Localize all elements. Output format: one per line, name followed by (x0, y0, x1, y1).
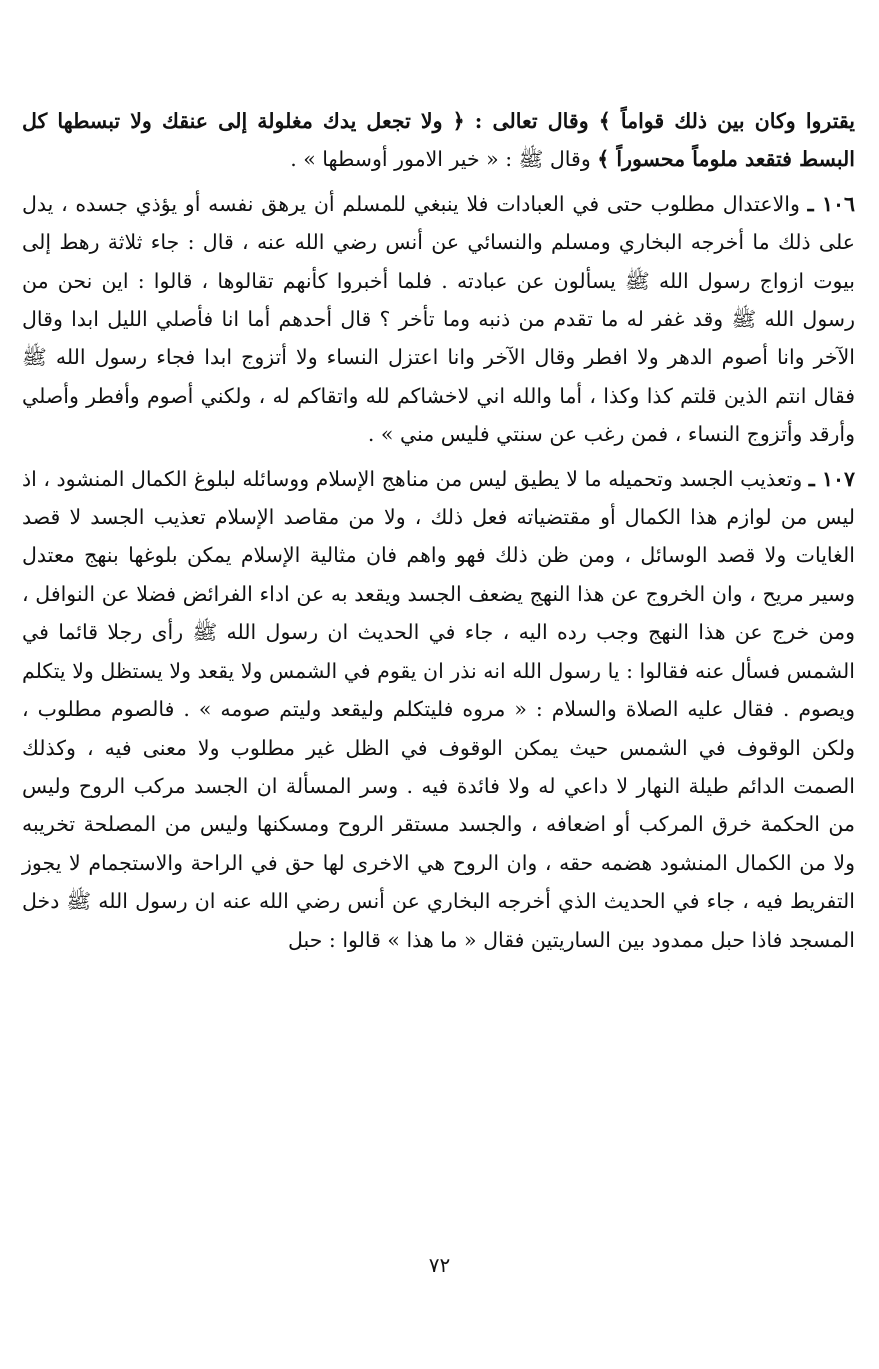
paragraph-106 (22, 185, 855, 454)
paragraph-number: ١٠٦ ـ (807, 191, 855, 216)
paragraph-text: والاعتدال مطلوب حتى في العبادات فلا ينبغي للمسلم أن يرهق نفسه أو يؤذي جسده ، يدل على ذلك ما أخرجه البخاري ومسلم والنسائي عن أنس رضي الله عنه ، قال : جاء ثلاثة رهط إلى بيوت ازواج رسول الله ﷺ يسألون عن عبادته . فلما أخبروا كأنهم تقالوها ، قالوا : اين نحن من رسول الله ﷺ وقد غفر له ما تقدم من ذنبه وما تأخر ؟ قال أحدهم أما انا فأصلي الليل ابدا وقال الآخر وانا أصوم الدهر ولا افطر وقال الآخر وانا اعتزل النساء ولا أتزوج ابدا فجاء رسول الله ﷺ فقال انتم الذين قلتم كذا وكذا ، أما والله اني لاخشاكم لله واتقاكم له ، ولكني أصوم وأفطر وأصلي وأرقد وأتزوج النساء ، فمن رغب عن سنتي فليس مني » . (22, 191, 855, 447)
paragraph-text: وتعذيب الجسد وتحميله ما لا يطيق ليس من مناهج الإسلام ووسائله لبلوغ الكمال المنشود ، اذ ليس من لوازم هذا الكمال أو مقتضياته فعل ذلك ، ولا من مقاصد الإسلام تعذيب الجسد لا قصد الغايات ولا قصد الوسائل ، ومن ظن ذلك فهو واهم فان مثالية الإسلام يمكن بلوغها بنهج معتدل وسير مريح ، وان الخروج عن هذا النهج يضعف الجسد ويقعد به عن اداء الفرائض فضلا عن النوافل ، ومن خرج عن هذا النهج وجب رده اليه ، جاء في الحديث ان رسول الله ﷺ رأى رجلا قائما في الشمس فسأل عنه فقالوا : يا رسول الله انه نذر ان يقوم في الشمس ولا يقعد ولا يستظل ولا يتكلم ويصوم . فقال عليه الصلاة والسلام : « مروه فليتكلم وليقعد وليتم صومه » . فالصوم مطلوب ، ولكن الوقوف في الشمس حيث يمكن الوقوف في الظل غير مطلوب ولا معنى فيه ، وكذلك الصمت الدائم طيلة النهار لا داعي له ولا فائدة فيه . وسر المسألة ان الجسد مركب الروح وليس من الحكمة خرق المركب أو اضعافه ، والجسد مستقر الروح ومسكنها وليس من المصلحة تخريبه ولا من الكمال المنشود هضمه حقه ، وان الروح هي الاخرى لها حق في الراحة والاستجمام لا يجوز التفريط فيه ، جاء في الحديث الذي أخرجه البخاري عن أنس رضي الله عنه ان رسول الله ﷺ دخل المسجد فاذا حبل ممدود بين الساريتين فقال « ما هذا » قالوا : حبل (22, 466, 855, 952)
paragraph-number: ١٠٧ ـ (808, 466, 855, 491)
paragraph-text: وقال ﷺ : « خير الامور أوسطها » . (290, 147, 598, 172)
quran-verse: يقتروا وكان بين ذلك قواماً ﴾ وقال تعالى : ﴿ ولا تجعل يدك مغلولة إلى عنقك ولا تبسطها كل البسط فتقعد ملوماً محسوراً ﴾ (22, 109, 855, 172)
body-text (22, 102, 855, 959)
page-number: ٧٢ (428, 1253, 451, 1277)
paragraph-continuation (22, 102, 855, 179)
paragraph-107 (22, 460, 855, 959)
